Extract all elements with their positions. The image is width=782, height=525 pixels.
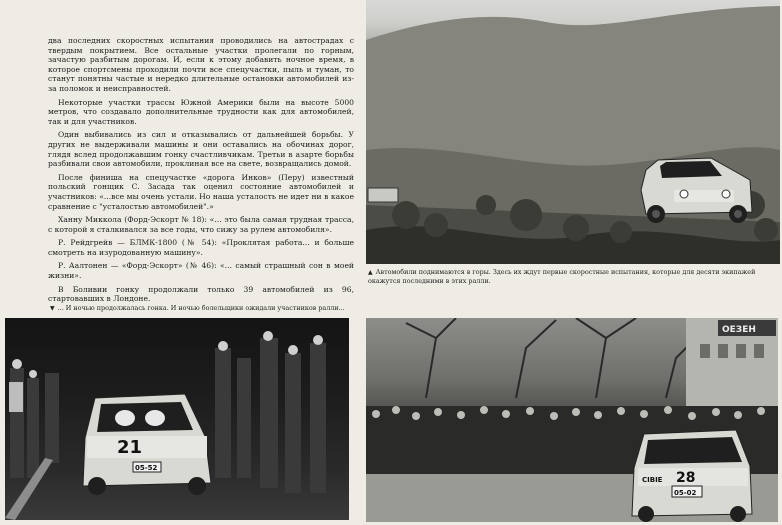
photo-night-crowd [5, 318, 349, 520]
article-paragraph: два последних скоростных испытания проводились на автострадах с твердым покрытием. Все остальные участки пролегали по горным, зачастую разбитым дорогам. И, если к этому добавить ночное время, в которое спортсмены проходили почти все спецучастки, пыль и туман, то станут понятны частые и нередко длительные остановки автомобилей из-за поломок и неисправностей. [48, 36, 354, 93]
rally-car-21 [83, 394, 211, 495]
article-paragraph: Ханну Миккола (Форд-Эскорт № 18): «... это была самая трудная трасса, с которой я сталкивался за все годы, что сижу за рулем автомобиля». [48, 215, 354, 234]
building-sign: ОЕЗЕН [722, 325, 756, 335]
car-plate-night: 05-52 [135, 464, 158, 472]
photo-car-on-hill-image [366, 0, 780, 264]
car-badge-cibie: CIBIE [642, 476, 663, 484]
article-paragraph: Р. Аалтонен — «Форд-Эскорт» (№ 46): «... самый страшный сон в моей жизни». [48, 261, 354, 281]
caption-night-photo [50, 304, 350, 313]
caption-night-text: ... И ночью продолжалась гонка. И ночью болельщики ожидали участников ралли... [57, 304, 345, 312]
photo-car-on-hill [366, 0, 780, 264]
caption-hill-photo [368, 268, 773, 286]
car-plate-city: 05-02 [674, 489, 697, 497]
article-text [48, 36, 354, 308]
photo-crowd-image [366, 318, 778, 522]
photo-night-image [5, 318, 349, 520]
article-paragraph: После финиша на спецучастке «дорога Инков» (Перу) известный польский гонщик С. Засада так оценил состояние автомобилей и участников: «...все мы очень устали. Но наша усталость не идет ни в какое сравнение с "усталостью автомобилей".» [48, 172, 354, 211]
triangle-up-icon: ▲ [368, 269, 373, 276]
triangle-down-icon: ▼ [50, 305, 55, 312]
article-paragraph: Р. Рейдгрейв — БЛМК-1800 (№ 54): «Проклятая работа... и больше смотреть на изуродованную машину». [48, 238, 354, 257]
article-paragraph: В Боливии гонку продолжали только 39 автомобилей из 96, стартовавших в Лондоне. [48, 284, 354, 304]
car-number-21: 21 [117, 437, 143, 458]
rally-car-28 [632, 430, 752, 522]
article-paragraph: Некоторые участки трассы Южной Америки были на высоте 5000 метров, что создавало дополнительные трудности как для автомобилей, так и для участников. [48, 97, 354, 126]
caption-hill-text: Автомобили поднимаются в горы. Здесь их ждут первые скоростные испытания, которые для десяти экипажей окажутся последними в этих ралли. [368, 268, 756, 286]
article-paragraph: Один выбивались из сил и отказывались от дальнейшей борьбы. У других не выдерживали машины и они оставались на обочинах дорог, глядя вслед продолжавшим гонку счастливчикам. Третьи в азарте борьбы разбивали свои автомобили, проклиная все на свете, возвращались домой. [48, 130, 354, 169]
photo-city-crowd [366, 318, 778, 522]
car-number-28: 28 [676, 470, 696, 486]
